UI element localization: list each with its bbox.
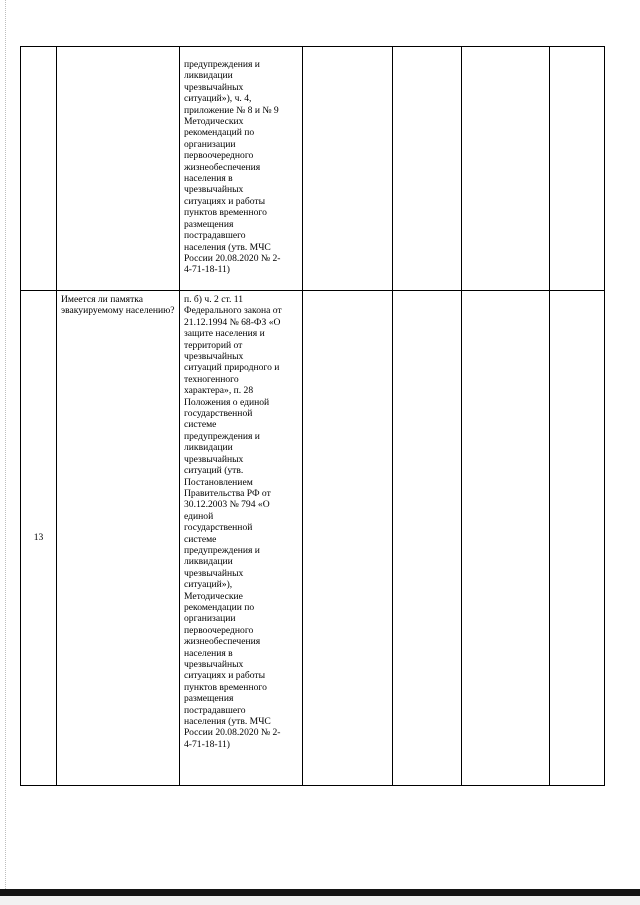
note-cell xyxy=(550,291,605,786)
question-cell: Имеется ли памятка эвакуируемому населению? xyxy=(57,291,180,786)
answer-no-cell xyxy=(393,291,462,786)
scan-bottom-edge xyxy=(0,889,640,896)
note-cell xyxy=(550,47,605,291)
table-row xyxy=(21,291,605,786)
legal-reference-cell: п. б) ч. 2 ст. 11 Федерального закона от 21.12.1994 № 68-ФЗ «О защите населения и территорий от чрезвычайных ситуаций природного и техногенного характера», п. 28 Положения о единой государственной системе предупреждения и ликвидации чрезвычайных ситуаций (утв. Постановлением Правительства РФ от 30.12.2003 № 794 «О единой государственной системе предупреждения и ликвидации чрезвычайных ситуаций»), Методические рекомендации по организации первоочередного жизнеобеспечения населения в чрезвычайных ситуациях и работы пунктов временного размещения пострадавшего населения (утв. МЧС России 20.08.2020 № 2- 4-71-18-11) xyxy=(180,291,303,786)
answer-no-cell xyxy=(393,47,462,291)
row-number-cell: 13 xyxy=(21,291,57,786)
scan-margin-line xyxy=(5,0,7,905)
legal-reference-cell: предупреждения и ликвидации чрезвычайных ситуаций»), ч. 4, приложение № 8 и № 9 Методических рекомендаций по организации первоочередного жизнеобеспечения населения в чрезвычайных ситуациях и работы пунктов временного размещения пострадавшего населения (утв. МЧС России 20.08.2020 № 2- 4-71-18-11) xyxy=(180,47,303,291)
question-cell xyxy=(57,47,180,291)
not-applicable-cell xyxy=(462,291,550,786)
table-row xyxy=(21,47,605,291)
answer-yes-cell xyxy=(303,47,393,291)
not-applicable-cell xyxy=(462,47,550,291)
scan-bottom-margin xyxy=(0,896,640,905)
row-number-cell xyxy=(21,47,57,291)
checklist-table xyxy=(20,46,605,786)
answer-yes-cell xyxy=(303,291,393,786)
